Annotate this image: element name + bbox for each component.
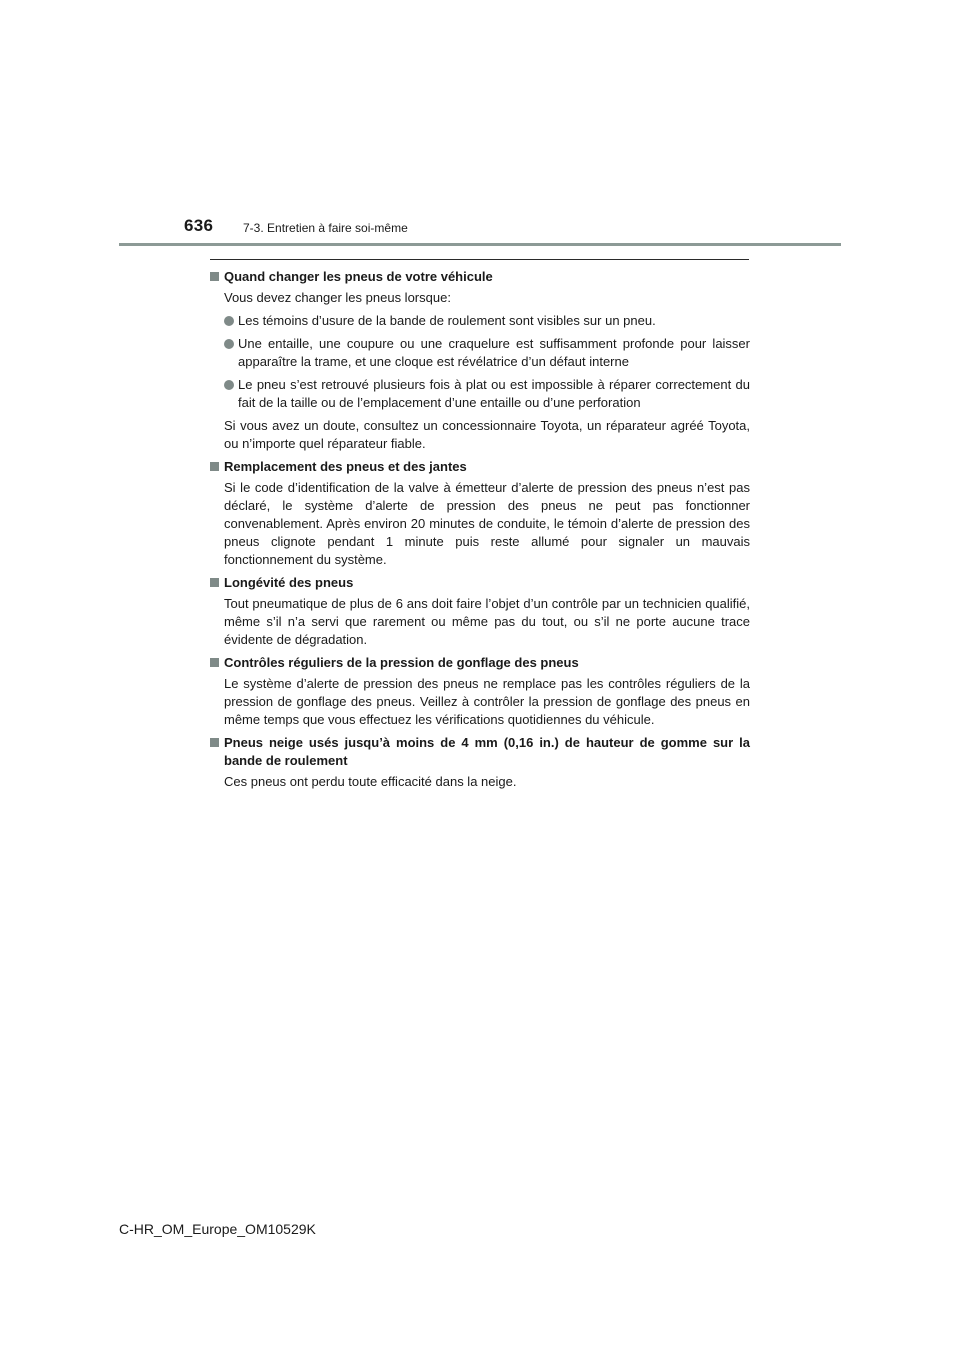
- header-rule: [119, 243, 841, 246]
- square-bullet-icon: [210, 462, 219, 471]
- section-intro: Vous devez changer les pneus lorsque:: [224, 290, 451, 305]
- circle-bullet-icon: [224, 316, 234, 326]
- content-rule: [210, 259, 749, 260]
- section-body: Le système d’alerte de pression des pneus ne remplace pas les contrôles réguliers de la pression de gonflage des pneus. Veillez à contrôler la pression de gonflage des pneus en même temps que vous effectuez les vérifications quotidiennes du véhicule.: [224, 676, 750, 727]
- section-title-text: Quand changer les pneus de votre véhicule: [224, 269, 493, 284]
- section-title-text: Longévité des pneus: [224, 575, 354, 590]
- section-snow-tires: [210, 734, 750, 791]
- circle-bullet-icon: [224, 339, 234, 349]
- section-outro: Si vous avez un doute, consultez un concessionnaire Toyota, un réparateur agréé Toyota, ou n’importe quel réparateur fiable.: [224, 418, 750, 451]
- section-title: [210, 734, 750, 770]
- section-title: [210, 574, 750, 592]
- square-bullet-icon: [210, 658, 219, 667]
- list-item-text: Une entaille, une coupure ou une craquelure est suffisamment profonde pour laisser apparaître la trame, et une cloque est révélatrice d’un défaut interne: [238, 336, 750, 369]
- section-title: [210, 654, 750, 672]
- section-title-text: Contrôles réguliers de la pression de gonflage des pneus: [224, 655, 579, 670]
- section-body: Si le code d’identification de la valve à émetteur d’alerte de pression des pneus n’est pas déclaré, le système d’alerte de pression des pneus ne peut pas fonctionner convenablement. Après environ 20 minutes de conduite, le témoin d’alerte de pression des pneus clignote pendant 1 minute puis reste allumé pour signaler un mauvais fonctionnement du système.: [224, 480, 750, 567]
- square-bullet-icon: [210, 272, 219, 281]
- section-title-text: Pneus neige usés jusqu’à moins de 4 mm (0,16 in.) de hauteur de gomme sur la bande de roulement: [224, 735, 750, 768]
- section-title: [210, 458, 750, 476]
- square-bullet-icon: [210, 578, 219, 587]
- section-tire-wheel-replacement: [210, 458, 750, 569]
- chapter-title: 7-3. Entretien à faire soi-même: [243, 221, 408, 235]
- section-title-text: Remplacement des pneus et des jantes: [224, 459, 467, 474]
- content-area: [210, 268, 750, 796]
- section-tire-longevity: [210, 574, 750, 649]
- list-item: [210, 376, 750, 412]
- section-title: [210, 268, 750, 286]
- list-item-text: Le pneu s’est retrouvé plusieurs fois à plat ou est impossible à réparer correctement du fait de la taille ou de l’emplacement d’une entaille ou d’une perforation: [238, 377, 750, 410]
- section-body: Tout pneumatique de plus de 6 ans doit faire l’objet d’un contrôle par un technicien qualifié, même s’il n’a servi que rarement ou même pas du tout, ou s’il ne porte aucune trace évidente de dégradation.: [224, 596, 750, 647]
- list-item: [210, 312, 750, 330]
- footer-doc-code: C-HR_OM_Europe_OM10529K: [119, 1221, 316, 1237]
- section-tire-replacement-timing: [210, 268, 750, 453]
- square-bullet-icon: [210, 738, 219, 747]
- section-pressure-checks: [210, 654, 750, 729]
- list-item-text: Les témoins d’usure de la bande de roulement sont visibles sur un pneu.: [238, 313, 656, 328]
- circle-bullet-icon: [224, 380, 234, 390]
- page-number: 636: [184, 216, 214, 235]
- section-body: Ces pneus ont perdu toute efficacité dans la neige.: [224, 774, 517, 789]
- list-item: [210, 335, 750, 371]
